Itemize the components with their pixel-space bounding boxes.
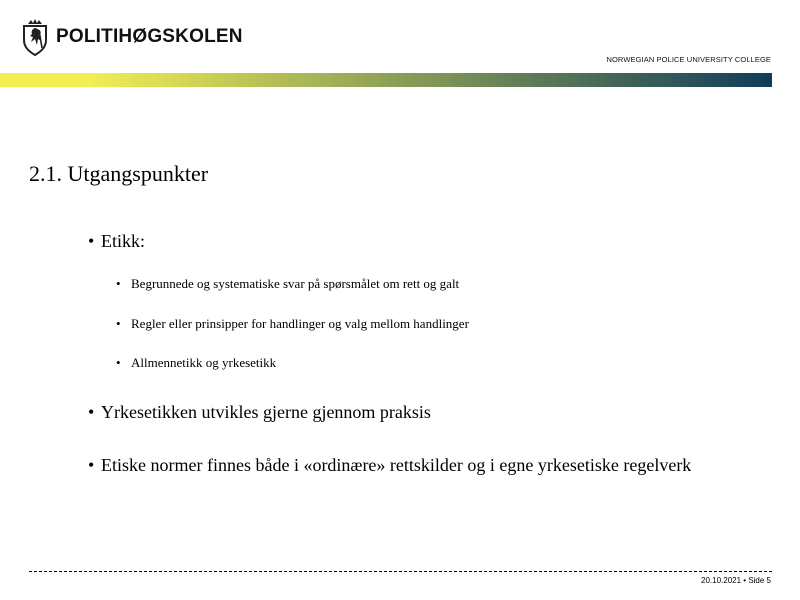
logo <box>20 18 243 56</box>
sub-bullet-item <box>116 276 459 292</box>
bullet-text: Begrunnede og systematiske svar på spørsmålet om rett og galt <box>131 276 460 291</box>
bullet-text: Regler eller prinsipper for handlinger og valg mellom handlinger <box>131 316 469 331</box>
bullet-dot: • <box>88 231 95 251</box>
bullet-item <box>88 402 431 423</box>
bullet-dot: • <box>88 455 95 475</box>
bullet-item <box>88 231 145 252</box>
bullet-text: Etikk: <box>101 231 145 251</box>
brand-name: POLITIHØGSKOLEN <box>56 26 243 47</box>
footer-date-page: 20.10.2021 • Side 5 <box>701 576 771 585</box>
slide-title: 2.1. Utgangspunkter <box>29 161 209 186</box>
bullet-dot: • <box>116 355 121 370</box>
bullet-dot: • <box>116 276 121 291</box>
bullet-text: Yrkesetikken utvikles gjerne gjennom praksis <box>101 402 431 422</box>
sub-bullet-item <box>116 355 276 371</box>
bullet-item <box>88 455 691 476</box>
footer-divider <box>29 571 772 572</box>
sub-bullet-item <box>116 316 469 332</box>
bullet-text: Allmennetikk og yrkesetikk <box>131 355 277 370</box>
bullet-dot: • <box>88 402 95 422</box>
header-bar <box>0 73 772 87</box>
coat-of-arms-icon <box>20 18 50 56</box>
bullet-text: Etiske normer finnes både i «ordinære» rettskilder og i egne yrkesetiske regelverk <box>101 455 692 475</box>
bullet-dot: • <box>116 316 121 331</box>
org-name: NORWEGIAN POLICE UNIVERSITY COLLEGE <box>606 55 771 64</box>
